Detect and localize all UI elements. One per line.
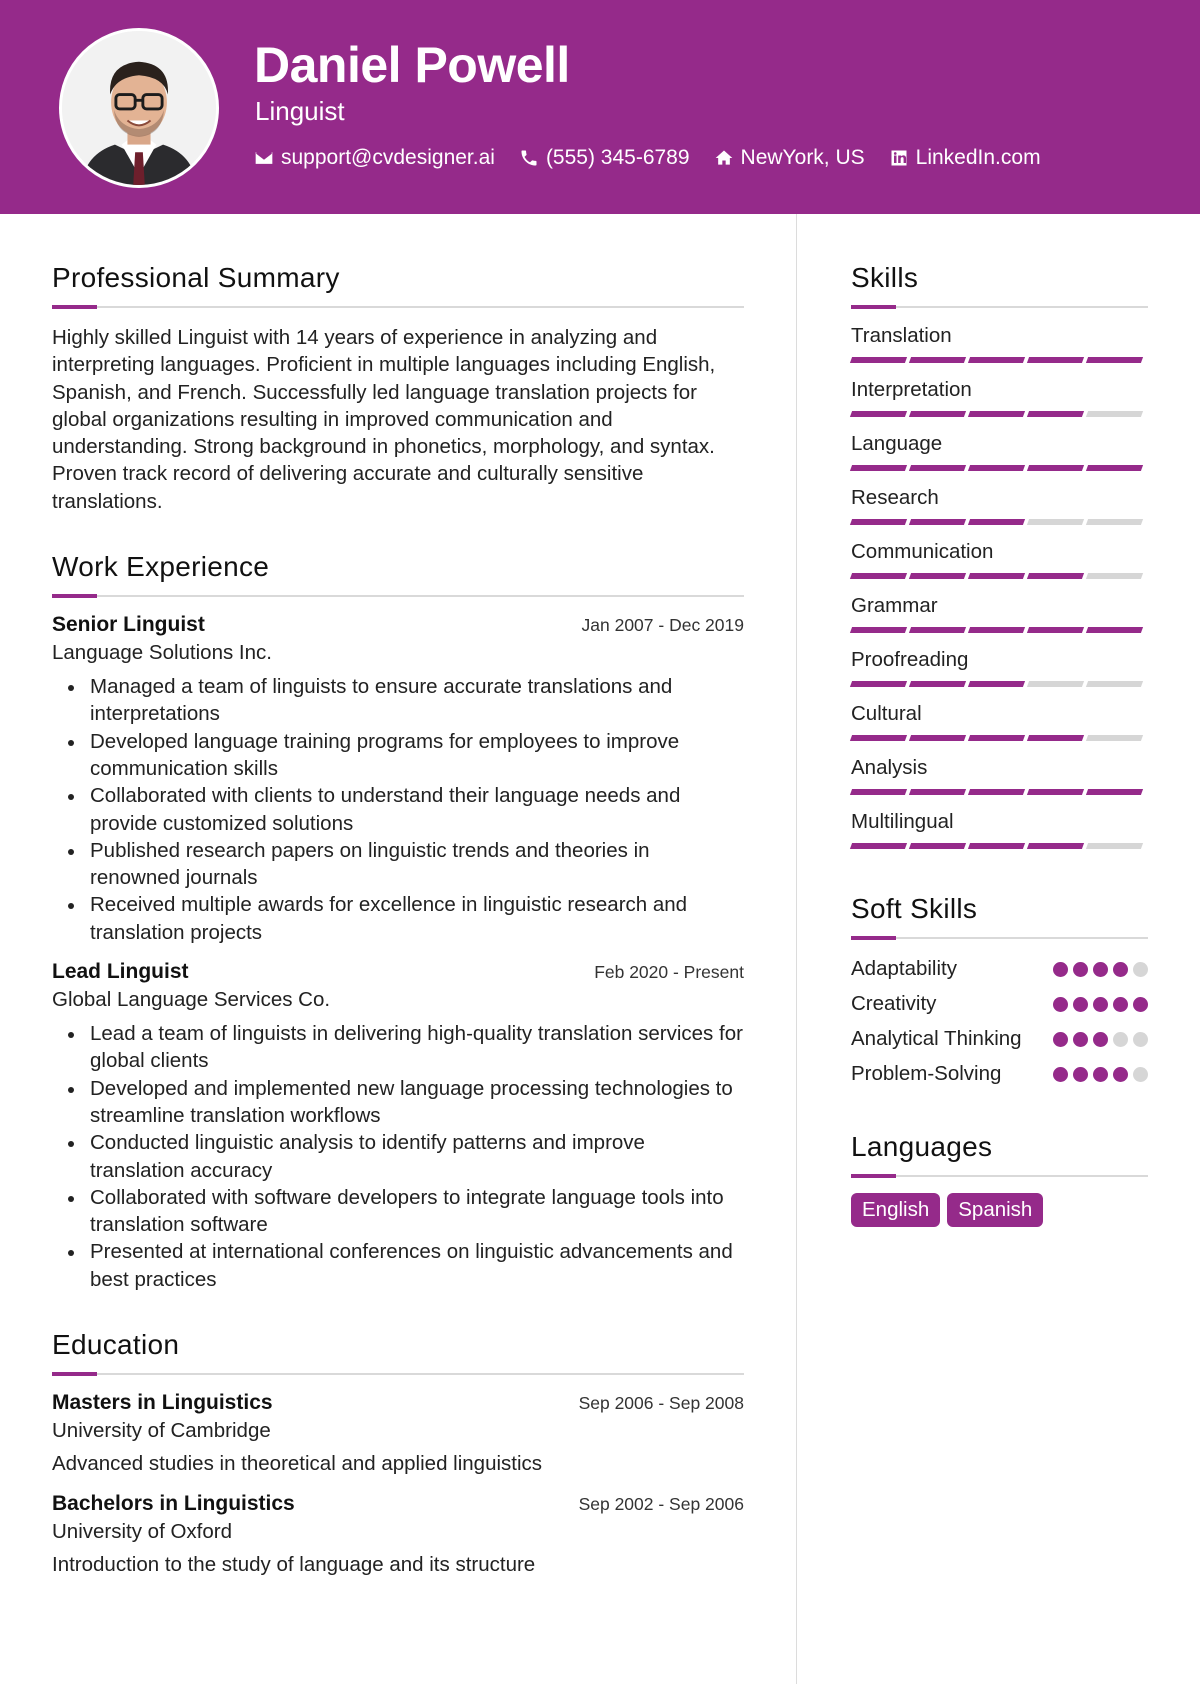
resume-header	[0, 0, 1200, 214]
job-title: Lead Linguist	[52, 960, 189, 984]
skill-level-segment	[1027, 627, 1084, 633]
job-title: Senior Linguist	[52, 613, 205, 637]
skill-level-segment	[1086, 465, 1143, 471]
education-date: Sep 2006 - Sep 2008	[578, 1393, 744, 1414]
rating-dot	[1093, 1067, 1108, 1082]
rating-dot	[1053, 997, 1068, 1012]
skill-level-bar	[851, 735, 1148, 741]
summary-text: Highly skilled Linguist with 14 years of experience in analyzing and interpreting languages. Proficient in multiple languages including English, Spanish, and French. Successfully led language translation projects for global organizations resulting in improved communication and understanding. Strong background in phonetics, morphology, and syntax. Proven track record of delivering accurate and culturally sensitive translations.	[52, 326, 716, 513]
job-entry	[52, 613, 744, 946]
job-bullet: Collaborated with software developers to integrate language tools into translation software	[52, 1184, 744, 1239]
languages-list	[851, 1193, 1148, 1227]
skill-level-segment	[1027, 357, 1084, 363]
degree-title: Masters in Linguistics	[52, 1391, 273, 1415]
skill-level-segment	[1027, 735, 1084, 741]
skill-item	[851, 324, 1148, 363]
experience-heading: Work Experience	[52, 551, 270, 583]
skill-level-segment	[1027, 789, 1084, 795]
degree-title: Bachelors in Linguistics	[52, 1492, 295, 1516]
skill-level-segment	[968, 627, 1025, 633]
rating-dot	[1113, 1032, 1128, 1047]
soft-skill-item	[851, 990, 1148, 1017]
skill-level-segment	[850, 573, 907, 579]
summary-heading: Professional Summary	[52, 262, 340, 293]
skill-level-bar	[851, 789, 1148, 795]
skill-level-segment	[1086, 789, 1143, 795]
job-entry	[52, 960, 744, 1293]
skill-item	[851, 486, 1148, 525]
skill-item	[851, 648, 1148, 687]
soft-skill-rating	[1048, 997, 1148, 1012]
skill-level-segment	[968, 789, 1025, 795]
rating-dot	[1133, 1032, 1148, 1047]
skill-name: Language	[851, 432, 943, 455]
skill-level-segment	[909, 627, 966, 633]
skill-level-segment	[909, 681, 966, 687]
soft-skill-name: Adaptability	[851, 957, 957, 980]
skill-level-segment	[968, 357, 1025, 363]
skill-level-bar	[851, 411, 1148, 417]
skills-heading: Skills	[851, 262, 919, 293]
contact-linkedin[interactable]	[889, 146, 1041, 170]
rating-dot	[1073, 962, 1088, 977]
education-entry	[52, 1391, 744, 1476]
envelope-icon	[254, 148, 274, 168]
skill-level-bar	[851, 573, 1148, 579]
job-header	[52, 960, 744, 984]
section-rule	[52, 595, 744, 597]
home-icon	[714, 148, 734, 168]
job-header	[52, 613, 744, 637]
skill-level-segment	[850, 357, 907, 363]
linkedin-icon	[889, 148, 909, 168]
skill-level-bar	[851, 465, 1148, 471]
skill-level-segment	[850, 465, 907, 471]
rating-dot	[1053, 962, 1068, 977]
soft-skill-rating	[1048, 962, 1148, 977]
avatar-illustration	[62, 31, 216, 185]
skill-level-segment	[909, 411, 966, 417]
skill-name: Communication	[851, 540, 994, 563]
column-divider	[796, 214, 797, 1684]
skill-level-segment	[850, 411, 907, 417]
contact-location	[714, 146, 865, 170]
soft-skill-name: Problem-Solving	[851, 1062, 1002, 1085]
soft-skill-name: Creativity	[851, 992, 937, 1015]
skill-level-bar	[851, 519, 1148, 525]
skill-level-segment	[909, 843, 966, 849]
contact-phone[interactable]	[519, 146, 690, 170]
contact-email-text: support@cvdesigner.ai	[281, 146, 495, 169]
skill-item	[851, 540, 1148, 579]
skill-level-segment	[1086, 843, 1143, 849]
skill-level-segment	[1086, 573, 1143, 579]
soft-skill-rating	[1048, 1067, 1148, 1082]
education-section	[52, 1329, 744, 1577]
skill-level-segment	[968, 681, 1025, 687]
job-company: Global Language Services Co.	[52, 988, 331, 1012]
school-name: University of Cambridge	[52, 1419, 271, 1443]
rating-dot	[1113, 997, 1128, 1012]
main-column	[52, 262, 744, 1613]
summary-section	[52, 262, 744, 515]
job-bullet: Managed a team of linguists to ensure accurate translations and interpretations	[52, 673, 744, 728]
rating-dot	[1093, 997, 1108, 1012]
soft-skills-list	[851, 955, 1148, 1087]
skill-level-segment	[1027, 465, 1084, 471]
contact-linkedin-text: LinkedIn.com	[915, 146, 1041, 169]
skill-level-segment	[968, 519, 1025, 525]
sidebar-column	[851, 262, 1148, 1263]
skill-level-segment	[1027, 843, 1084, 849]
soft-skills-section	[851, 893, 1148, 1087]
education-entry	[52, 1492, 744, 1577]
skill-level-segment	[850, 681, 907, 687]
rating-dot	[1113, 962, 1128, 977]
skill-level-segment	[909, 519, 966, 525]
skill-level-segment	[850, 519, 907, 525]
skill-level-segment	[968, 843, 1025, 849]
education-description: Advanced studies in theoretical and applied linguistics	[52, 1452, 543, 1476]
soft-skill-name: Analytical Thinking	[851, 1027, 1022, 1050]
education-heading: Education	[52, 1329, 180, 1361]
skill-item	[851, 702, 1148, 741]
skill-level-segment	[968, 411, 1025, 417]
skills-section	[851, 262, 1148, 849]
education-date: Sep 2002 - Sep 2006	[578, 1494, 744, 1515]
skill-level-segment	[968, 735, 1025, 741]
education-header	[52, 1492, 744, 1516]
skill-name: Research	[851, 486, 939, 509]
skills-list	[851, 324, 1148, 849]
rating-dot	[1053, 1032, 1068, 1047]
job-bullet: Lead a team of linguists in delivering high-quality translation services for global clients	[52, 1020, 744, 1075]
skill-level-segment	[850, 735, 907, 741]
experience-section	[52, 551, 744, 1293]
job-bullets	[52, 1020, 744, 1293]
language-chip: Spanish	[947, 1193, 1043, 1227]
skill-level-segment	[909, 735, 966, 741]
contact-phone-text: (555) 345-6789	[545, 146, 690, 169]
rating-dot	[1073, 997, 1088, 1012]
rating-dot	[1093, 1032, 1108, 1047]
job-date: Feb 2020 - Present	[594, 962, 744, 983]
soft-skills-heading: Soft Skills	[851, 893, 978, 924]
skill-level-segment	[968, 573, 1025, 579]
soft-skill-rating	[1048, 1032, 1148, 1047]
profile-photo	[59, 28, 219, 188]
rating-dot	[1093, 962, 1108, 977]
skill-level-segment	[1027, 411, 1084, 417]
contact-email[interactable]	[254, 146, 495, 170]
soft-skill-item	[851, 1060, 1148, 1087]
candidate-title: Linguist	[255, 96, 345, 126]
section-rule	[52, 306, 744, 308]
skill-level-bar	[851, 627, 1148, 633]
job-bullet: Developed and implemented new language processing technologies to streamline translation workflows	[52, 1075, 744, 1130]
school-name: University of Oxford	[52, 1520, 232, 1544]
skill-level-segment	[1027, 681, 1084, 687]
skill-name: Multilingual	[851, 810, 954, 833]
skill-item	[851, 810, 1148, 849]
skill-name: Analysis	[851, 756, 928, 779]
soft-skill-item	[851, 1025, 1148, 1052]
skill-level-segment	[1086, 411, 1143, 417]
skill-level-segment	[1086, 735, 1143, 741]
skill-level-segment	[1027, 573, 1084, 579]
skill-level-segment	[1086, 627, 1143, 633]
job-date: Jan 2007 - Dec 2019	[581, 615, 744, 636]
candidate-name: Daniel Powell	[254, 37, 570, 93]
job-bullet: Collaborated with clients to understand their language needs and provide customized solutions	[52, 782, 744, 837]
skill-level-segment	[968, 465, 1025, 471]
section-rule	[851, 306, 1148, 308]
skill-level-segment	[909, 573, 966, 579]
section-rule	[851, 1175, 1148, 1177]
job-bullet: Published research papers on linguistic trends and theories in renowned journals	[52, 837, 744, 892]
phone-icon	[519, 148, 539, 168]
languages-section	[851, 1131, 1148, 1227]
rating-dot	[1113, 1067, 1128, 1082]
skill-item	[851, 594, 1148, 633]
rating-dot	[1133, 962, 1148, 977]
rating-dot	[1073, 1067, 1088, 1082]
section-rule	[52, 1373, 744, 1375]
skill-item	[851, 756, 1148, 795]
skill-level-segment	[909, 465, 966, 471]
skill-item	[851, 378, 1148, 417]
skill-level-bar	[851, 843, 1148, 849]
language-chip: English	[851, 1193, 940, 1227]
skill-level-bar	[851, 681, 1148, 687]
skill-name: Grammar	[851, 594, 938, 617]
job-bullet: Developed language training programs for employees to improve communication skills	[52, 728, 744, 783]
soft-skill-item	[851, 955, 1148, 982]
skill-name: Proofreading	[851, 648, 969, 671]
skill-level-segment	[850, 843, 907, 849]
job-bullets	[52, 673, 744, 946]
education-header	[52, 1391, 744, 1415]
contact-list	[254, 146, 1065, 170]
skill-level-segment	[850, 789, 907, 795]
rating-dot	[1133, 997, 1148, 1012]
contact-location-text: NewYork, US	[740, 146, 865, 169]
education-description: Introduction to the study of language and its structure	[52, 1553, 536, 1577]
languages-heading: Languages	[851, 1131, 993, 1162]
rating-dot	[1053, 1067, 1068, 1082]
skill-level-bar	[851, 357, 1148, 363]
skill-level-segment	[909, 357, 966, 363]
skill-name: Cultural	[851, 702, 922, 725]
skill-level-segment	[850, 627, 907, 633]
job-company: Language Solutions Inc.	[52, 641, 272, 665]
skill-level-segment	[909, 789, 966, 795]
section-rule	[851, 937, 1148, 939]
job-bullet: Presented at international conferences on linguistic advancements and best practices	[52, 1238, 744, 1293]
skill-level-segment	[1086, 681, 1143, 687]
skill-item	[851, 432, 1148, 471]
rating-dot	[1133, 1067, 1148, 1082]
skill-name: Translation	[851, 324, 952, 347]
skill-level-segment	[1086, 519, 1143, 525]
job-bullet: Conducted linguistic analysis to identify patterns and improve translation accuracy	[52, 1129, 744, 1184]
job-bullet: Received multiple awards for excellence in linguistic research and translation projects	[52, 891, 744, 946]
skill-level-segment	[1086, 357, 1143, 363]
skill-level-segment	[1027, 519, 1084, 525]
skill-name: Interpretation	[851, 378, 972, 401]
rating-dot	[1073, 1032, 1088, 1047]
